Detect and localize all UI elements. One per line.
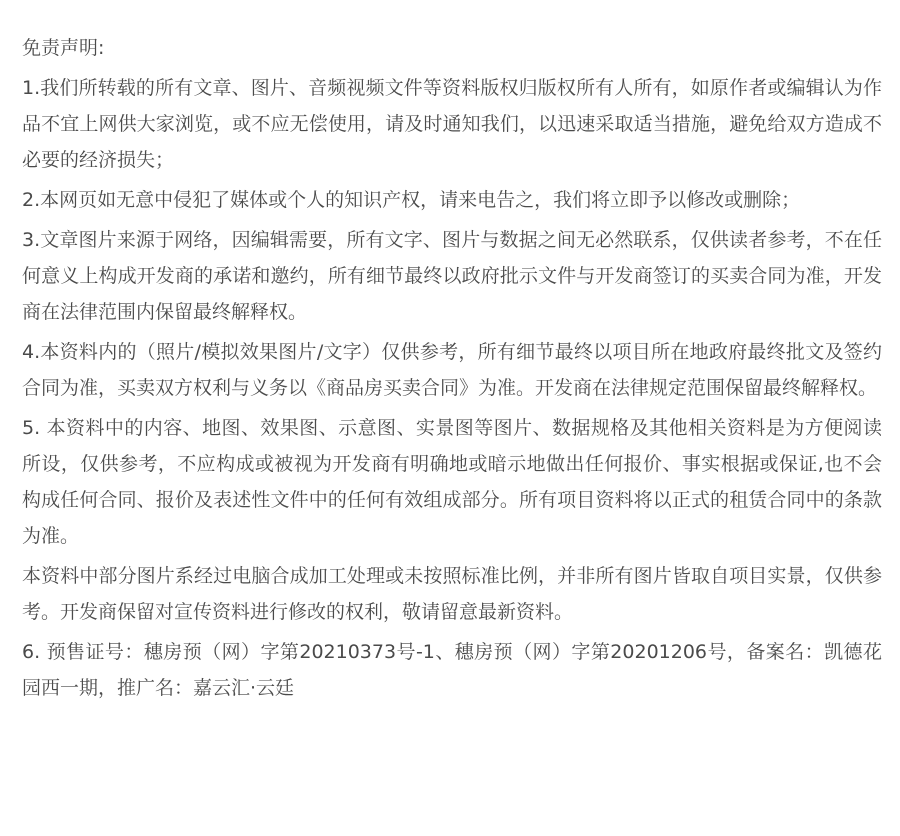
disclaimer-item-presale-license: 6. 预售证号：穗房预（网）字第20210373号-1、穗房预（网）字第20201206号，备案名：凯德花园西一期，推广名：嘉云汇·云廷 [22,641,882,699]
disclaimer-item-copyright: 1.我们所转载的所有文章、图片、音频视频文件等资料版权归版权所有人所有，如原作者或编辑认为作品不宜上网供大家浏览，或不应无偿使用，请及时通知我们，以迅速采取适当措施，避免给双方造成不必要的经济损失； [22,77,882,171]
disclaimer-item-image-source: 3.文章图片来源于网络，因编辑需要，所有文字、图片与数据之间无必然联系，仅供读者参考，不在任何意义上构成开发商的承诺和邀约，所有细节最终以政府批示文件与开发商签订的买卖合同为准，开发商在法律范围内保留最终解释权。 [22,229,882,323]
disclaimer-item-materials: 5. 本资料中的内容、地图、效果图、示意图、实景图等图片、数据规格及其他相关资料是为方便阅读所设，仅供参考，不应构成或被视为开发商有明确地或暗示地做出任何报价、事实根据或保证,也不会构成任何合同、报价及表述性文件中的任何有效组成部分。所有项目资料将以正式的租赁合同中的条款为准。 [22,417,882,547]
disclaimer-item-image-processing: 本资料中部分图片系经过电脑合成加工处理或未按照标准比例，并非所有图片皆取自项目实景，仅供参考。开发商保留对宣传资料进行修改的权利，敬请留意最新资料。 [22,565,882,623]
disclaimer-item-infringement: 2.本网页如无意中侵犯了媒体或个人的知识产权，请来电告之，我们将立即予以修改或删除； [22,189,801,211]
disclaimer-item-reference-only: 4.本资料内的（照片/模拟效果图片/文字）仅供参考，所有细节最终以项目所在地政府最终批文及签约合同为准，买卖双方权利与义务以《商品房买卖合同》为准。开发商在法律规定范围保留最终解释权。 [22,341,882,399]
disclaimer-title: 免责声明: [22,37,105,59]
